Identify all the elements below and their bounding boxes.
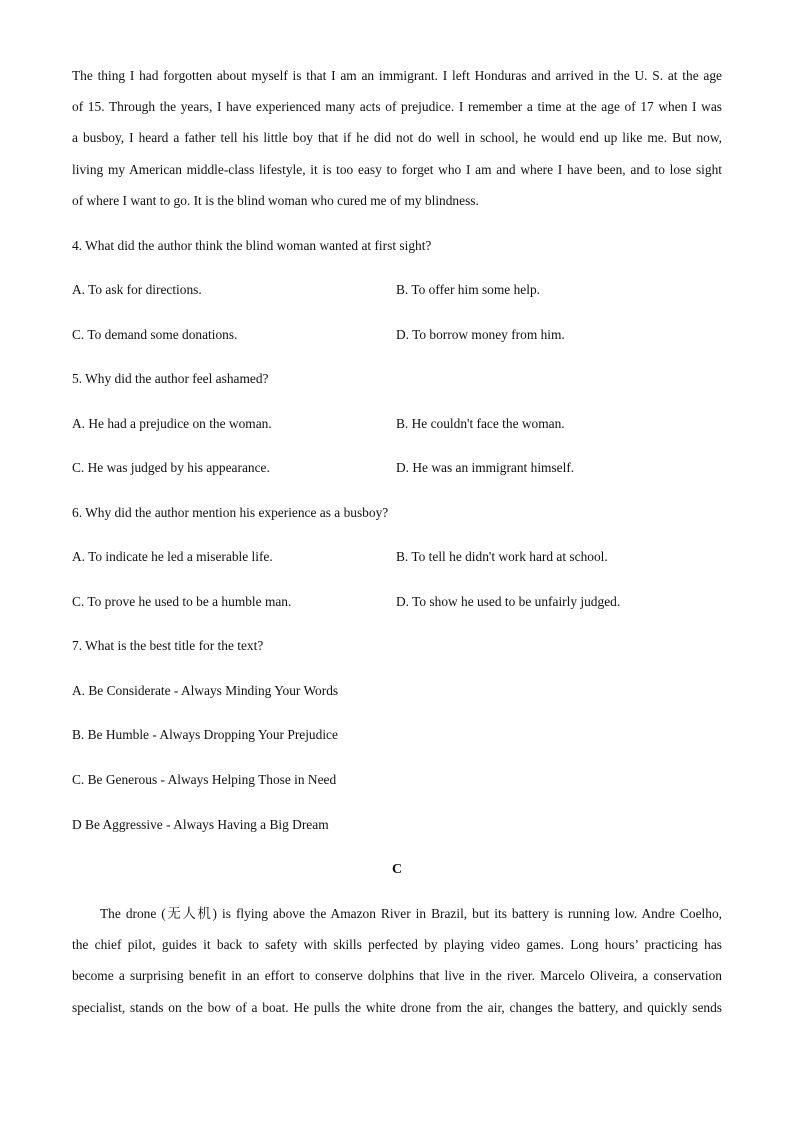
- paragraph-line: The drone (无人机) is flying above the Amazon River in Brazil, but its battery is running low. Andre Coelho,: [100, 906, 722, 921]
- q4-option-c: C. To demand some donations.: [72, 327, 238, 342]
- q5-option-b: B. He couldn't face the woman.: [396, 416, 565, 431]
- q7-option-b: B. Be Humble - Always Dropping Your Prejudice: [72, 727, 338, 742]
- paragraph-line: specialist, stands on the bow of a boat. He pulls the white drone from the air, changes the battery, and quickly sends: [72, 999, 722, 1015]
- question-4-stem: 4. What did the author think the blind woman wanted at first sight?: [72, 238, 432, 253]
- paragraph-line: living my American middle-class lifestyle, it is too easy to forget who I am and where I have been, and to lose sight: [72, 161, 722, 177]
- section-c-paragraph: [72, 898, 722, 1023]
- q5-option-a: A. He had a prejudice on the woman.: [72, 416, 272, 431]
- q6-option-b: B. To tell he didn't work hard at school.: [396, 549, 608, 564]
- question-7-stem: 7. What is the best title for the text?: [72, 638, 264, 653]
- q5-option-d: D. He was an immigrant himself.: [396, 460, 575, 475]
- question-5-stem: 5. Why did the author feel ashamed?: [72, 371, 269, 386]
- paragraph-line: a busboy, I heard a father tell his little boy that if he did not do well in school, he would end up like me. But now,: [72, 130, 722, 146]
- section-c-heading: C: [391, 862, 403, 877]
- question-6-stem: 6. Why did the author mention his experience as a busboy?: [72, 505, 389, 520]
- paragraph-line: The thing I had forgotten about myself is that I am an immigrant. I left Honduras and arrived in the U. S. at the age: [72, 68, 722, 83]
- paragraph-line: become a surprising benefit in an effort to conserve dolphins that live in the river. Marcelo Oliveira, a conservation: [72, 968, 722, 984]
- q7-option-c: C. Be Generous - Always Helping Those in Need: [72, 772, 337, 787]
- q7-option-d: D Be Aggressive - Always Having a Big Dream: [72, 817, 329, 832]
- paragraph-line: of 15. Through the years, I have experienced many acts of prejudice. I remember a time at the age of 17 when I was: [72, 99, 722, 115]
- q6-option-a: A. To indicate he led a miserable life.: [72, 549, 273, 564]
- paragraph-line: the chief pilot, guides it back to safety with skills perfected by playing video games. Long hours’ practicing has: [72, 937, 722, 953]
- q4-option-a: A. To ask for directions.: [72, 282, 202, 297]
- passage-b-ending: [72, 60, 722, 216]
- q4-option-b: B. To offer him some help.: [396, 282, 540, 297]
- paragraph-line: of where I want to go. It is the blind woman who cured me of my blindness.: [72, 192, 479, 208]
- q7-option-a: A. Be Considerate - Always Minding Your Words: [72, 683, 339, 698]
- q6-option-d: D. To show he used to be unfairly judged.: [396, 594, 621, 609]
- q5-option-c: C. He was judged by his appearance.: [72, 460, 270, 475]
- q4-option-d: D. To borrow money from him.: [396, 327, 565, 342]
- q6-option-c: C. To prove he used to be a humble man.: [72, 594, 292, 609]
